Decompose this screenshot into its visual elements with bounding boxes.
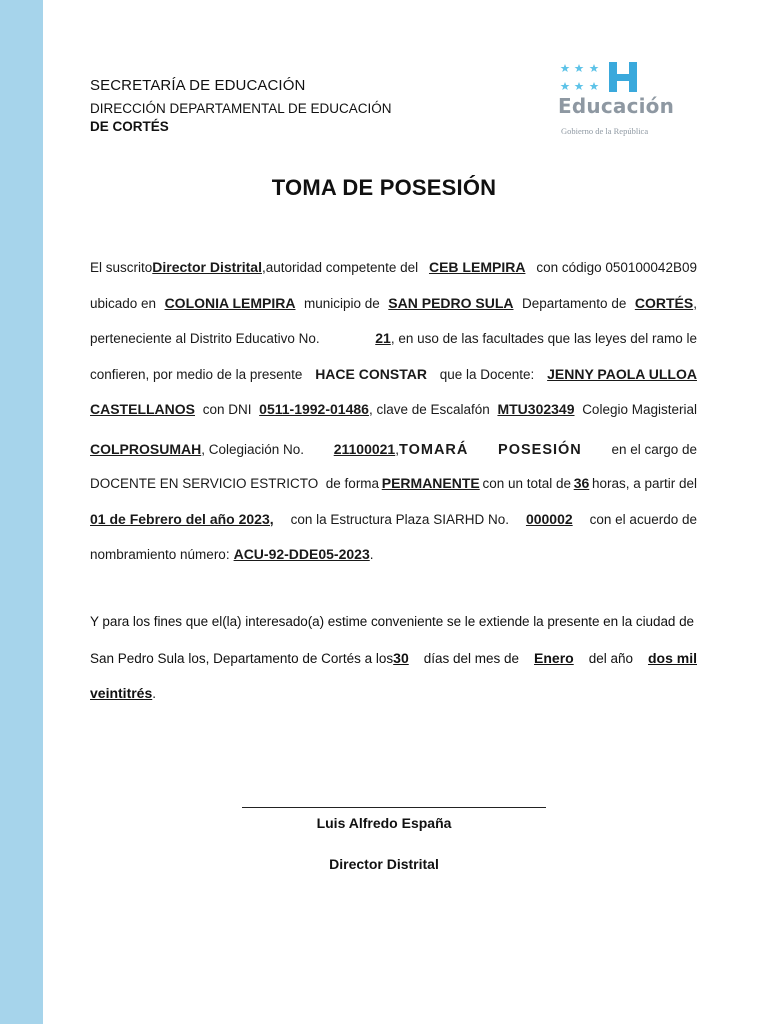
posesion-word: POSESIÓN — [498, 441, 582, 458]
text-run: , clave de Escalafón — [368, 402, 490, 418]
signer-role: Director Distrital — [329, 856, 439, 872]
year-words-end: veintitrés — [90, 685, 153, 702]
department: CORTÉS — [634, 294, 694, 311]
text-run: Y para los fines que el(la) interesado(a) estime conveniente se le extiende la presente en la ciudad de — [90, 614, 694, 629]
official-title: Director Distrital — [152, 259, 262, 275]
main-paragraph — [90, 255, 697, 578]
document-title: TOMA DE POSESIÓN — [271, 175, 497, 200]
paragraph-line — [90, 326, 697, 362]
text-run: horas, a partir del — [591, 475, 697, 491]
stars-icon — [560, 62, 606, 94]
text-run: Departamento de — [522, 295, 627, 311]
text-run: Colegio Magisterial — [582, 402, 697, 418]
tenure-type: PERMANENTE — [381, 474, 480, 491]
plaza-number: 000002 — [525, 510, 573, 527]
start-date: 01 de Febrero del año 2023, — [90, 510, 274, 527]
day-number: 30 — [393, 649, 409, 666]
tomara-word: TOMARÁ — [399, 441, 469, 458]
school-name: CEB LEMPIRA — [428, 259, 526, 275]
teacher-name: JENNY PAOLA ULLOA — [547, 365, 697, 382]
paragraph-line — [90, 397, 697, 433]
dni-number: 0511-1992-01486 — [259, 401, 369, 418]
paragraph-line — [90, 542, 697, 578]
neighborhood: COLONIA LEMPIRA — [164, 294, 296, 311]
text-run: ubicado en — [90, 295, 157, 311]
header-line-2: DIRECCIÓN DEPARTAMENTAL DE EDUCACIÓN — [90, 101, 392, 116]
logo-subtitle: Gobierno de la República — [561, 126, 649, 136]
text-run: del año — [588, 650, 633, 666]
text-run: que la Docente: — [439, 366, 535, 382]
escalafon-key: MTU302349 — [497, 401, 575, 418]
signer-name: Luis Alfredo España — [316, 815, 452, 831]
paragraph-line — [90, 681, 697, 717]
text-run: confieren, por medio de la presente — [90, 366, 303, 382]
year-words: dos mil — [647, 649, 697, 666]
text-run: días del mes de — [423, 650, 520, 666]
municipality: SAN PEDRO SULA — [388, 294, 514, 311]
header-line-1: SECRETARÍA DE EDUCACIÓN — [90, 77, 306, 94]
certify-phrase: HACE CONSTAR — [315, 365, 427, 382]
paragraph-line — [90, 291, 697, 327]
text-run: , — [395, 441, 399, 457]
colegiacion-number: 21100021 — [333, 440, 396, 457]
text-run: perteneciente al Distrito Educativo No. — [90, 331, 320, 347]
paragraph-line — [90, 362, 697, 398]
district-number: 21 — [375, 330, 391, 347]
agreement-number: ACU-92-DDE05-2023 — [233, 546, 370, 563]
paragraph-line — [90, 610, 697, 646]
text-run: con un total de — [482, 475, 572, 491]
signature-line — [242, 807, 546, 808]
education-logo — [556, 58, 696, 144]
text-run: ,autoridad competente del — [261, 260, 419, 275]
text-run: nombramiento número: — [90, 547, 230, 563]
text-run: San Pedro Sula los, Departamento de Cortés a los — [90, 650, 394, 666]
text-run: , — [693, 295, 697, 311]
paragraph-line — [90, 646, 697, 682]
month-name: Enero — [534, 649, 574, 666]
text-run: , en uso de las facultades que las leyes del ramo le — [390, 331, 697, 347]
header-line-3: DE CORTÉS — [90, 119, 169, 134]
paragraph-line — [90, 255, 697, 291]
text-run: con la Estructura Plaza SIARHD No. — [290, 511, 509, 527]
text-run: con código 050100042B09 — [536, 260, 697, 275]
h-letter-icon — [606, 60, 640, 94]
hours-count: 36 — [573, 474, 590, 491]
text-run: El suscrito — [90, 260, 153, 275]
paragraph-line — [90, 507, 697, 543]
paragraph-line — [90, 433, 697, 471]
text-run: . — [369, 547, 374, 563]
colegio-name: COLPROSUMAH — [90, 440, 202, 457]
text-run: en el cargo de — [611, 441, 697, 457]
institution-header — [90, 77, 392, 135]
text-run: con el acuerdo de — [589, 511, 697, 527]
closing-paragraph — [90, 610, 697, 717]
text-run: con DNI — [202, 402, 252, 418]
logo-brand-text: Educación — [558, 94, 675, 118]
paragraph-line — [90, 471, 697, 507]
text-run: DOCENTE EN SERVICIO ESTRICTO de forma — [90, 475, 380, 491]
text-run: , Colegiación No. — [201, 441, 305, 457]
teacher-surname: CASTELLANOS — [90, 401, 195, 418]
text-run: . — [152, 686, 157, 702]
text-run: municipio de — [303, 295, 380, 311]
